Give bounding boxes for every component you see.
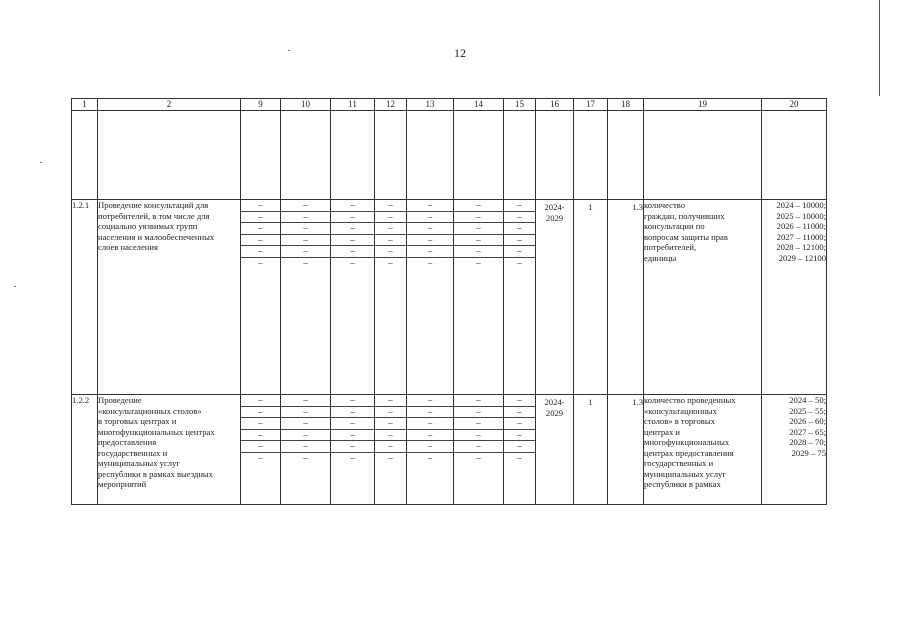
- col17-cell: 1: [574, 395, 608, 505]
- values-cell: 2024 – 10000; 2025 – 10000; 2026 – 11000; 2027 – 11000; 2028 – 12100; 2029 – 12100: [762, 200, 827, 395]
- col-header: 14: [454, 99, 504, 111]
- dash-column: – – – – – –: [331, 395, 375, 505]
- period-cell: 2024- 2029: [536, 200, 574, 395]
- col-header: 1: [72, 99, 98, 111]
- row-number: 1.2.1: [72, 200, 98, 395]
- table-row: [72, 200, 827, 395]
- col-header: 17: [574, 99, 608, 111]
- dash-column: – – – – – –: [241, 395, 281, 505]
- col-header: 15: [504, 99, 536, 111]
- col-header: 16: [536, 99, 574, 111]
- dash-column: – – – – – –: [454, 200, 504, 395]
- row-number: 1.2.2: [72, 395, 98, 505]
- period-cell: 2024- 2029: [536, 395, 574, 505]
- scan-speck: [14, 286, 16, 287]
- dash-column: – – – – – –: [407, 200, 454, 395]
- row-title: Проведение консультаций для потребителей, в том числе для социально уязвимых групп населения и малообеспеченных слоев населения: [98, 200, 241, 395]
- col-header: 13: [407, 99, 454, 111]
- col-header: 20: [762, 99, 827, 111]
- dash-column: – – – – – –: [504, 395, 536, 505]
- dash-column: – – – – – –: [281, 200, 331, 395]
- col-header: 12: [375, 99, 407, 111]
- dash-column: – – – – – –: [241, 200, 281, 395]
- dash-column: – – – – – –: [375, 200, 407, 395]
- row-title: Проведение «консультационных столов» в торговых центрах и многофункциональных центрах предоставления государственных и муниципальных услуг республики в рамках выездных мероприятий: [98, 395, 241, 505]
- col18-cell: 1.3: [608, 395, 644, 505]
- col-header: 11: [331, 99, 375, 111]
- indicator-cell: количество проведенных «консультационных столов» в торговых центрах и многофункциональных центрах предоставления государственных и муниципальных услуг республики в рамках: [644, 395, 762, 505]
- empty-row: [72, 111, 827, 200]
- dash-column: – – – – – –: [454, 395, 504, 505]
- values-cell: 2024 – 50; 2025 – 55; 2026 – 60; 2027 – 65; 2028 – 70; 2029 – 75: [762, 395, 827, 505]
- dash-column: – – – – – –: [331, 200, 375, 395]
- header-row: [72, 99, 827, 111]
- table-row: [72, 395, 827, 505]
- dash-column: – – – – – –: [281, 395, 331, 505]
- col-header: 9: [241, 99, 281, 111]
- dash-column: – – – – – –: [504, 200, 536, 395]
- page-number: 12: [454, 46, 466, 60]
- scan-speck: [40, 162, 42, 163]
- scan-edge-line: [879, 0, 880, 96]
- dash-column: – – – – – –: [407, 395, 454, 505]
- program-table: [71, 98, 827, 505]
- col-header: 18: [608, 99, 644, 111]
- indicator-cell: количество граждан, получивших консультации по вопросам защиты прав потребителей, единицы: [644, 200, 762, 395]
- col-header: 2: [98, 99, 241, 111]
- col-header: 19: [644, 99, 762, 111]
- col18-cell: 1.3: [608, 200, 644, 395]
- dash-column: – – – – – –: [375, 395, 407, 505]
- col-header: 10: [281, 99, 331, 111]
- col17-cell: 1: [574, 200, 608, 395]
- scan-speck: [288, 50, 290, 51]
